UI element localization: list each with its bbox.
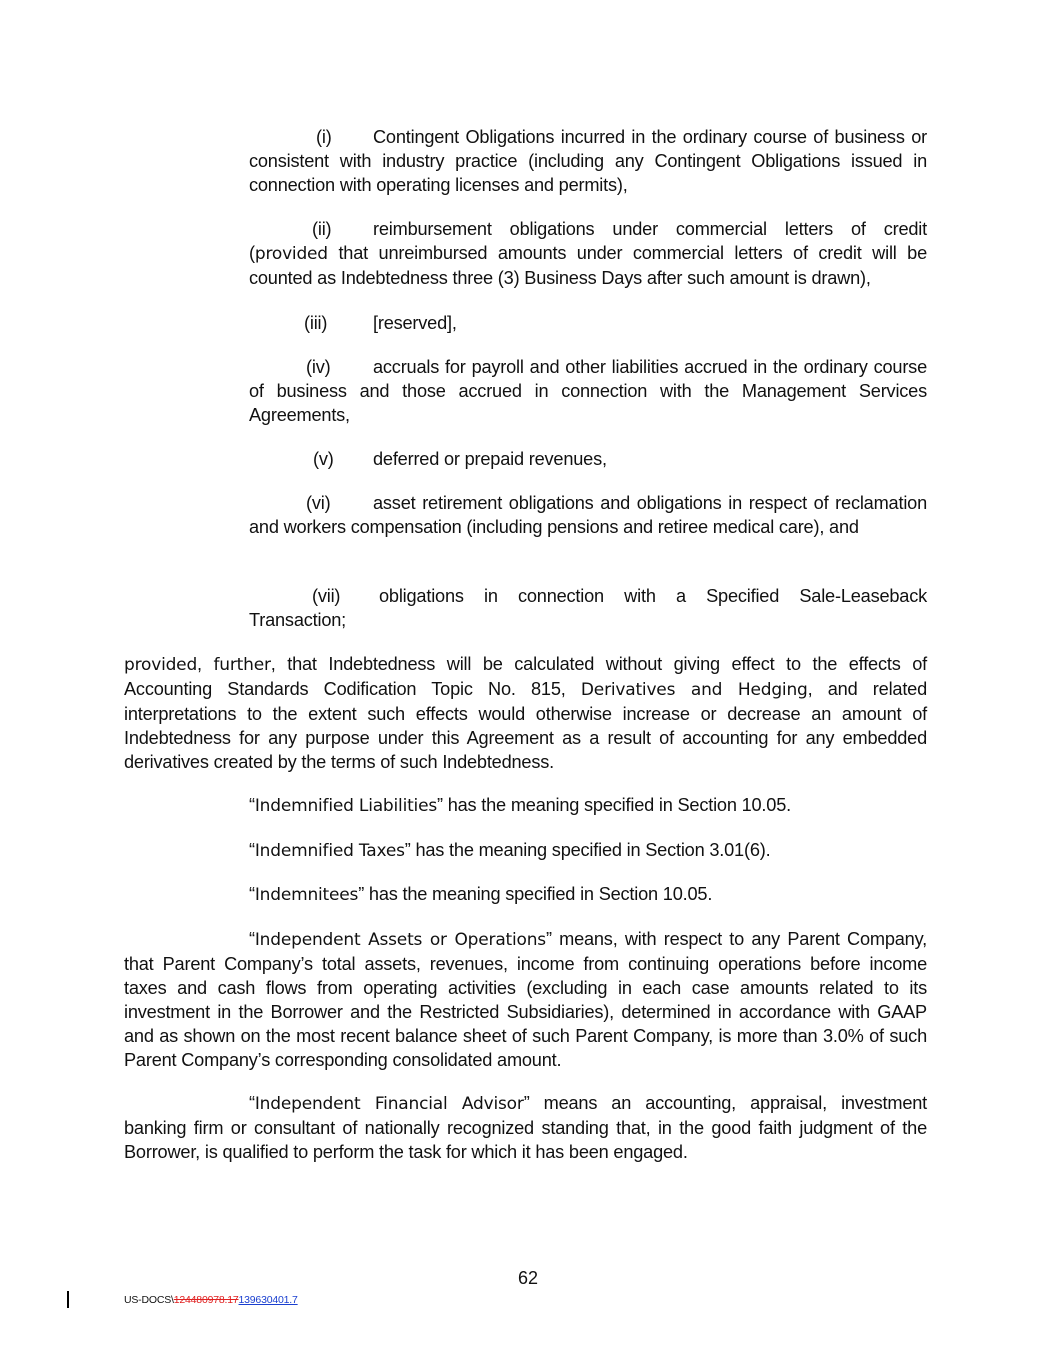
item-text: that unreimbursed amounts under commercial letters of credit will be counted as Indebtedness three (3) Business Days after such amount is drawn), [249,243,927,288]
defined-term: Indemnified Taxes [254,841,405,861]
paragraph-text: , and related interpretations to the extent such effects would otherwise increase or decrease an amount of Indebtedness for any purpose under this Agreement as a result of accounting for any embedded derivatives created by the terms of such Indebtedness. [124,679,928,772]
item-text: accruals for payroll and other liabilities accrued in the ordinary course of business and those accrued in connection with the Management Services Agreements, [249,357,927,425]
definition-indemnified-taxes [249,838,927,863]
defined-term: Independent Assets or Operations [254,930,546,950]
item-number: (vi) [306,493,331,513]
open-quote: “ [249,840,255,860]
defined-term: Independent Financial Advisor [254,1094,524,1114]
defined-term: further [213,655,271,675]
list-item-vii [249,584,927,632]
page-number: 62 [517,1268,539,1288]
definition-indemnitees [249,882,927,907]
definition-independent-financial-advisor [124,1091,927,1164]
defined-term: provided [254,244,328,264]
item-number: (v) [313,449,334,469]
item-text: reimbursement obligations under commercial letters of credit ( [249,219,927,263]
item-number: (i) [316,127,332,147]
item-number: (iii) [304,313,328,333]
item-number: (vii) [312,586,341,606]
definition-text: ” has the meaning specified in Section 3.01(6). [404,840,771,860]
defined-term: Indemnified Liabilities [254,796,437,816]
separator: , [197,654,214,674]
item-text: deferred or prepaid revenues, [373,449,607,469]
defined-term: Indemnitees [254,885,359,905]
item-text: asset retirement obligations and obligations in respect of reclamation and workers compensation (including pensions and retiree medical care), and [249,493,927,537]
list-item-ii [249,217,927,290]
list-item-iii [249,311,927,335]
change-bar [67,1291,69,1308]
document-id-footer [124,1294,298,1306]
list-item-v [249,447,927,471]
doc-id-inserted: 139630401.7 [238,1294,298,1306]
item-number: (iv) [306,357,331,377]
definition-text: ” means an accounting, appraisal, investment banking firm or consultant of nationally recognized standing that, in the good faith judgment of the Borrower, is qualified to perform the task for which it has been engaged. [124,1093,928,1162]
doc-id-prefix: US-DOCS\ [124,1294,174,1306]
open-quote: “ [249,884,255,904]
open-quote: “ [249,795,255,815]
proviso-paragraph [124,652,927,774]
list-item-iv [249,355,927,427]
item-text: Contingent Obligations incurred in the ordinary course of business or consistent with industry practice (including any Contingent Obligations issued in connection with operating licenses and permits), [249,127,927,195]
definition-text: ” means, with respect to any Parent Company, that Parent Company’s total assets, revenues, income from continuing operations before income taxes and cash flows from operating activities (excluding in each case amounts related to its investment in the Borrower and the Restricted Subsidiaries), determined in accordance with GAAP and as shown on the most recent balance sheet of such Parent Company, is more than 3.0% of such Parent Company’s corresponding consolidated amount. [124,929,927,1070]
item-text: obligations in connection with a Specified Sale-Leaseback Transaction; [249,586,927,630]
definition-text: ” has the meaning specified in Section 10.05. [437,795,791,815]
paragraph-text: , that Indebtedness will be calculated without giving effect to the effects of Accounting Standards Codification Topic No. 815, [124,654,927,699]
item-number: (ii) [312,219,332,239]
open-quote: “ [249,929,255,949]
defined-term: Derivatives and Hedging [580,680,808,700]
item-text: [reserved], [373,313,457,333]
defined-term: provided [124,655,198,675]
definition-indemnified-liabilities [249,793,927,818]
list-item-i [249,125,927,197]
open-quote: “ [249,1093,255,1113]
doc-id-deleted: 124480978.17 [173,1294,239,1306]
definition-text: ” has the meaning specified in Section 10.05. [358,884,713,904]
definition-independent-assets [124,927,927,1072]
list-item-vi [249,491,927,539]
